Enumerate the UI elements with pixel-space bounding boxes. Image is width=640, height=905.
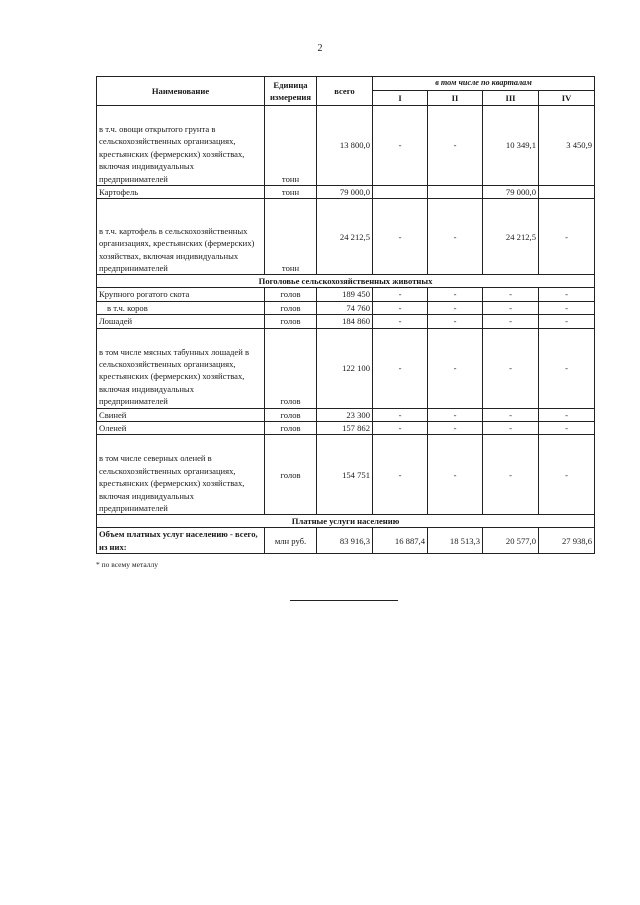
row-unit: голов — [265, 422, 317, 435]
row-q4: 3 450,9 — [539, 106, 595, 186]
row-q3: - — [483, 288, 539, 301]
row-name: в т.ч. коров — [97, 301, 265, 314]
row-q2: - — [428, 435, 483, 515]
table-row — [97, 328, 595, 408]
row-q3: - — [483, 315, 539, 328]
row-q2: - — [428, 408, 483, 421]
row-q1: - — [373, 301, 428, 314]
row-q4: - — [539, 435, 595, 515]
row-q2 — [428, 186, 483, 199]
row-name: Крупного рогатого скота — [97, 288, 265, 301]
row-name: Лошадей — [97, 315, 265, 328]
row-total: 189 450 — [317, 288, 373, 301]
table-row — [97, 186, 595, 199]
table-row — [97, 301, 595, 314]
row-total: 83 916,3 — [317, 528, 373, 554]
row-name: Свиней — [97, 408, 265, 421]
row-q3: - — [483, 408, 539, 421]
table-row — [97, 315, 595, 328]
row-q2: - — [428, 301, 483, 314]
row-q3: - — [483, 435, 539, 515]
row-q1: - — [373, 328, 428, 408]
row-q1: - — [373, 288, 428, 301]
row-total: 74 760 — [317, 301, 373, 314]
section-row-livestock — [97, 275, 595, 288]
row-unit: тонн — [265, 186, 317, 199]
header-q1: I — [373, 91, 428, 106]
row-q3: 24 212,5 — [483, 199, 539, 275]
row-name: в т.ч. картофель в сельскохозяйственных организациях, крестьянских (фермерских) хозяйствах, включая индивидуальных предпринимателей — [97, 199, 265, 275]
row-q4: - — [539, 408, 595, 421]
row-unit: голов — [265, 328, 317, 408]
row-q2: - — [428, 106, 483, 186]
row-unit: тонн — [265, 199, 317, 275]
row-q1 — [373, 186, 428, 199]
separator-line — [290, 600, 398, 601]
row-name: Картофель — [97, 186, 265, 199]
row-q2: - — [428, 422, 483, 435]
row-q1: 16 887,4 — [373, 528, 428, 554]
header-quarters-group: в том числе по кварталам — [373, 77, 595, 91]
row-total: 23 300 — [317, 408, 373, 421]
row-unit: голов — [265, 301, 317, 314]
row-q2: - — [428, 328, 483, 408]
row-unit: голов — [265, 435, 317, 515]
row-q4: - — [539, 288, 595, 301]
footnote: * по всему металлу — [96, 560, 158, 569]
table-row — [97, 435, 595, 515]
table-row — [97, 422, 595, 435]
row-name: Оленей — [97, 422, 265, 435]
row-name: Объем платных услуг населению - всего, из них: — [97, 528, 265, 554]
row-name: в том числе северных оленей в сельскохозяйственных организациях, крестьянских (фермерских) хозяйствах, включая индивидуальных предпринимателей — [97, 435, 265, 515]
row-total: 122 100 — [317, 328, 373, 408]
row-total: 154 751 — [317, 435, 373, 515]
row-unit: голов — [265, 288, 317, 301]
header-q3: III — [483, 91, 539, 106]
row-q4: - — [539, 422, 595, 435]
row-unit: тонн — [265, 106, 317, 186]
section-row-services — [97, 515, 595, 528]
section-title: Поголовье сельскохозяйственных животных — [97, 275, 595, 288]
row-q4: - — [539, 199, 595, 275]
header-q4: IV — [539, 91, 595, 106]
row-q4: - — [539, 328, 595, 408]
table-row — [97, 199, 595, 275]
row-q3: 20 577,0 — [483, 528, 539, 554]
row-q3: - — [483, 301, 539, 314]
section-title: Платные услуги населению — [97, 515, 595, 528]
header-q2: II — [428, 91, 483, 106]
row-unit: млн руб. — [265, 528, 317, 554]
row-q2: - — [428, 315, 483, 328]
row-q4: - — [539, 315, 595, 328]
row-unit: голов — [265, 408, 317, 421]
row-total: 79 000,0 — [317, 186, 373, 199]
row-q3: 79 000,0 — [483, 186, 539, 199]
row-q1: - — [373, 435, 428, 515]
row-total: 157 862 — [317, 422, 373, 435]
report-table — [96, 76, 595, 554]
row-q2: - — [428, 288, 483, 301]
row-q1: - — [373, 106, 428, 186]
table-row — [97, 408, 595, 421]
row-q1: - — [373, 315, 428, 328]
row-unit: голов — [265, 315, 317, 328]
row-q2: - — [428, 199, 483, 275]
row-q3: - — [483, 328, 539, 408]
header-name: Наименование — [97, 77, 265, 106]
row-q4 — [539, 186, 595, 199]
table-header-row — [97, 77, 595, 91]
table-row — [97, 528, 595, 554]
row-total: 184 860 — [317, 315, 373, 328]
header-total: всего — [317, 77, 373, 106]
row-name: в т.ч. овощи открытого грунта в сельскохозяйственных организациях, крестьянских (фермерских) хозяйствах, включая индивидуальных предпринимателей — [97, 106, 265, 186]
row-q1: - — [373, 199, 428, 275]
row-q4: - — [539, 301, 595, 314]
table-row — [97, 106, 595, 186]
row-q3: 10 349,1 — [483, 106, 539, 186]
table-row — [97, 288, 595, 301]
row-q3: - — [483, 422, 539, 435]
page-number: 2 — [317, 43, 323, 54]
row-q4: 27 938,6 — [539, 528, 595, 554]
row-q2: 18 513,3 — [428, 528, 483, 554]
row-q1: - — [373, 422, 428, 435]
row-q1: - — [373, 408, 428, 421]
header-unit: Единица измерения — [265, 77, 317, 106]
row-total: 24 212,5 — [317, 199, 373, 275]
row-total: 13 800,0 — [317, 106, 373, 186]
row-name: в том числе мясных табунных лошадей в сельскохозяйственных организациях, крестьянских (фермерских) хозяйствах, включая индивидуальных предпринимателей — [97, 328, 265, 408]
